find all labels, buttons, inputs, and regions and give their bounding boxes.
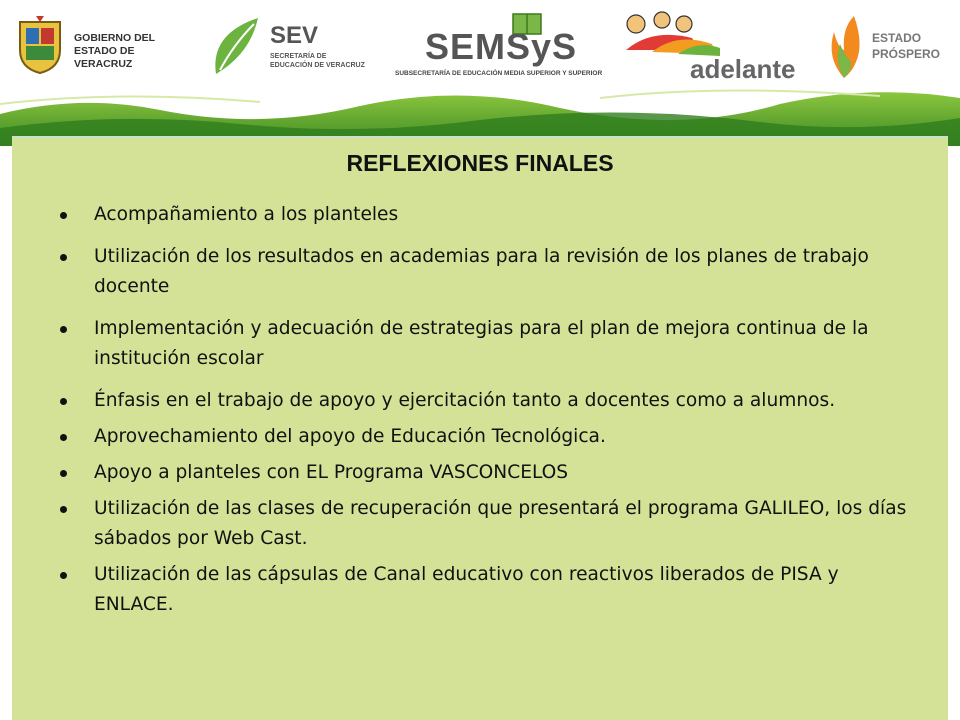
logo-sev <box>210 10 390 82</box>
logo-sev-title: SEV <box>270 22 319 49</box>
logo-semsys-subtitle: SUBSECRETARÍA DE EDUCACIÓN MEDIA SUPERIOR Y SUPERIOR <box>395 70 603 77</box>
list-item <box>60 242 920 302</box>
bullet-text: Implementación y adecuación de estrategias para el plan de mejora continua de la institución escolar <box>94 318 869 369</box>
logo-semsys <box>395 10 603 82</box>
bullet-list <box>60 200 920 626</box>
children-icon <box>622 10 722 58</box>
bullet-text: Utilización de las clases de recuperación que presentará el programa GALILEO, los días sábados por Web Cast. <box>94 498 907 549</box>
bullet-text: Utilización de los resultados en academias para la revisión de los planes de trabajo docente <box>94 246 869 297</box>
bullet-text: Aprovechamiento del apoyo de Educación Tecnológica. <box>94 426 606 447</box>
bullet-icon <box>60 572 67 579</box>
coat-of-arms-icon <box>16 16 64 74</box>
bullet-text: Apoyo a planteles con EL Programa VASCONCELOS <box>94 462 569 483</box>
logos-header <box>0 0 960 92</box>
logo-semsys-title: SEMSyS <box>425 26 578 67</box>
bullet-icon <box>60 506 67 513</box>
bullet-icon <box>60 212 67 219</box>
list-item <box>60 494 920 554</box>
list-item <box>60 314 920 374</box>
list-item <box>60 200 920 230</box>
logo-sev-subtitle: SECRETARÍA DE EDUCACIÓN DE VERACRUZ <box>270 53 365 69</box>
leaf-icon <box>210 14 264 80</box>
flame-icon <box>824 14 864 80</box>
bullet-icon <box>60 254 67 261</box>
logo-estado-prospero-text: ESTADO PRÓSPERO <box>872 31 941 61</box>
list-item <box>60 560 920 620</box>
list-item <box>60 386 920 416</box>
bullet-text: Énfasis en el trabajo de apoyo y ejercitación tanto a docentes como a alumnos. <box>94 390 836 411</box>
logo-adelante-text: adelante <box>690 54 796 84</box>
bullet-icon <box>60 470 67 477</box>
bullet-text: Acompañamiento a los planteles <box>94 204 399 225</box>
decorative-green-band <box>0 84 960 146</box>
logo-estado-prospero <box>822 10 952 82</box>
logo-adelante <box>622 10 802 82</box>
bullet-text: Utilización de las cápsulas de Canal educativo con reactivos liberados de PISA y ENLACE. <box>94 564 839 615</box>
slide-title: REFLEXIONES FINALES <box>346 150 614 176</box>
logo-gobierno-text: GOBIERNO DEL ESTADO DE VERACRUZ <box>74 32 155 70</box>
list-item <box>60 422 920 452</box>
logo-gobierno-veracruz <box>12 10 192 82</box>
bullet-icon <box>60 326 67 333</box>
bullet-icon <box>60 434 67 441</box>
list-item <box>60 458 920 488</box>
bullet-icon <box>60 398 67 405</box>
